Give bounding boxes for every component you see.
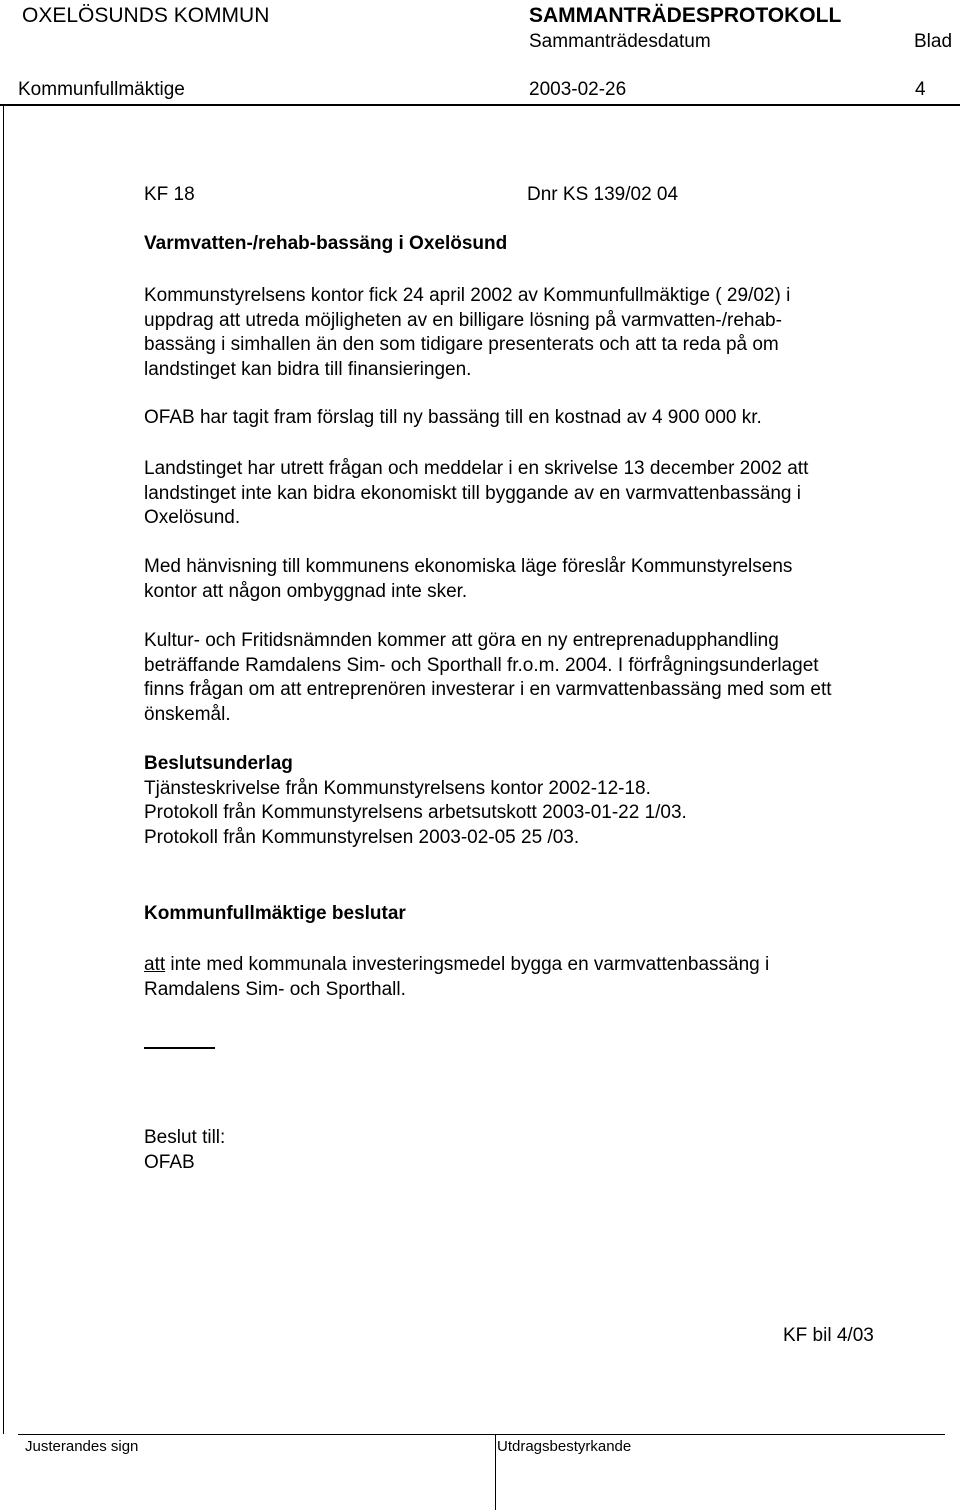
paragraph-line: beträffande Ramdalens Sim- och Sporthall fr.o.m. 2004. I förfrågningsunderlaget <box>144 654 819 676</box>
paragraph-line: landstinget inte kan bidra ekonomiskt till byggande av en varmvattenbassäng i <box>144 482 801 504</box>
page-number: 4 <box>915 79 926 100</box>
paragraph-line: Kultur- och Fritidsnämnden kommer att göra en ny entreprenadupphandling <box>144 630 779 651</box>
paragraph-line: finns frågan om att entreprenören investerar i en varmvattenbassäng med som ett <box>144 679 832 700</box>
header-rule <box>0 104 960 106</box>
paragraph-line: önskemål. <box>144 703 231 725</box>
beslutsunderlag-item: Tjänsteskrivelse från Kommunstyrelsens kontor 2002-12-18. <box>144 777 651 799</box>
footer-certification-label: Utdragsbestyrkande <box>497 1438 632 1455</box>
decision-text <box>144 953 914 1002</box>
paragraph-1 <box>144 284 914 382</box>
separator-line <box>144 1047 215 1049</box>
beslutsunderlag-section <box>144 752 914 850</box>
beslut-till-section <box>144 1126 914 1175</box>
paragraph-4 <box>144 555 914 604</box>
paragraph-line: Med hänvisning till kommunens ekonomiska läge föreslår Kommunstyrelsens <box>144 556 793 577</box>
margin-line <box>3 104 4 1434</box>
date-label: Sammanträdesdatum <box>529 31 711 52</box>
beslutsunderlag-item: Protokoll från Kommunstyrelsen 2003-02-05 25 /03. <box>144 826 580 848</box>
paragraph-line: landstinget kan bidra till finansieringen. <box>144 358 472 380</box>
beslut-till-label: Beslut till: <box>144 1127 226 1148</box>
beslutsunderlag-item: Protokoll från Kommunstyrelsens arbetsutskott 2003-01-22 1/03. <box>144 802 687 823</box>
page-label: Blad <box>914 31 953 52</box>
paragraph-line: OFAB har tagit fram förslag till ny bassäng till en kostnad av 4 900 000 kr. <box>144 407 762 428</box>
decision-heading: Kommunfullmäktige beslutar <box>144 903 406 924</box>
footer-signature-label: Justerandes sign <box>25 1438 139 1455</box>
case-number: KF 18 <box>144 184 195 205</box>
beslutsunderlag-heading: Beslutsunderlag <box>144 753 293 774</box>
footer-divider <box>495 1434 496 1510</box>
paragraph-3 <box>144 457 914 531</box>
body-name: Kommunfullmäktige <box>18 79 185 100</box>
paragraph-line: Kommunstyrelsens kontor fick 24 april 2002 av Kommunfullmäktige ( 29/02) i <box>144 285 791 306</box>
paragraph-line: Oxelösund. <box>144 507 241 528</box>
document-type: SAMMANTRÄDESPROTOKOLL <box>529 4 842 27</box>
footer-rule <box>18 1434 945 1435</box>
decision-line-2: Ramdalens Sim- och Sporthall. <box>144 978 406 1000</box>
beslut-till-recipient: OFAB <box>144 1151 195 1173</box>
att-word: att <box>144 954 166 975</box>
case-title: Varmvatten-/rehab-bassäng i Oxelösund <box>144 233 508 254</box>
meeting-date: 2003-02-26 <box>529 79 627 100</box>
paragraph-line: Landstinget har utrett frågan och meddelar i en skrivelse 13 december 2002 att <box>144 458 809 479</box>
case-dnr: Dnr KS 139/02 04 <box>527 184 679 205</box>
attachment-reference: KF bil 4/03 <box>783 1325 874 1346</box>
decision-line-1 <box>144 953 914 978</box>
decision-line-1-rest: inte med kommunala investeringsmedel bygga en varmvattenbassäng i <box>165 954 770 975</box>
paragraph-2 <box>144 406 914 431</box>
paragraph-line: uppdrag att utreda möjligheten av en billigare lösning på varmvatten-/rehab- <box>144 309 782 331</box>
org-name: OXELÖSUNDS KOMMUN <box>22 4 270 27</box>
paragraph-line: kontor att någon ombyggnad inte sker. <box>144 580 468 602</box>
paragraph-5 <box>144 629 914 727</box>
paragraph-line: bassäng i simhallen än den som tidigare presenterats och att ta reda på om <box>144 334 779 355</box>
